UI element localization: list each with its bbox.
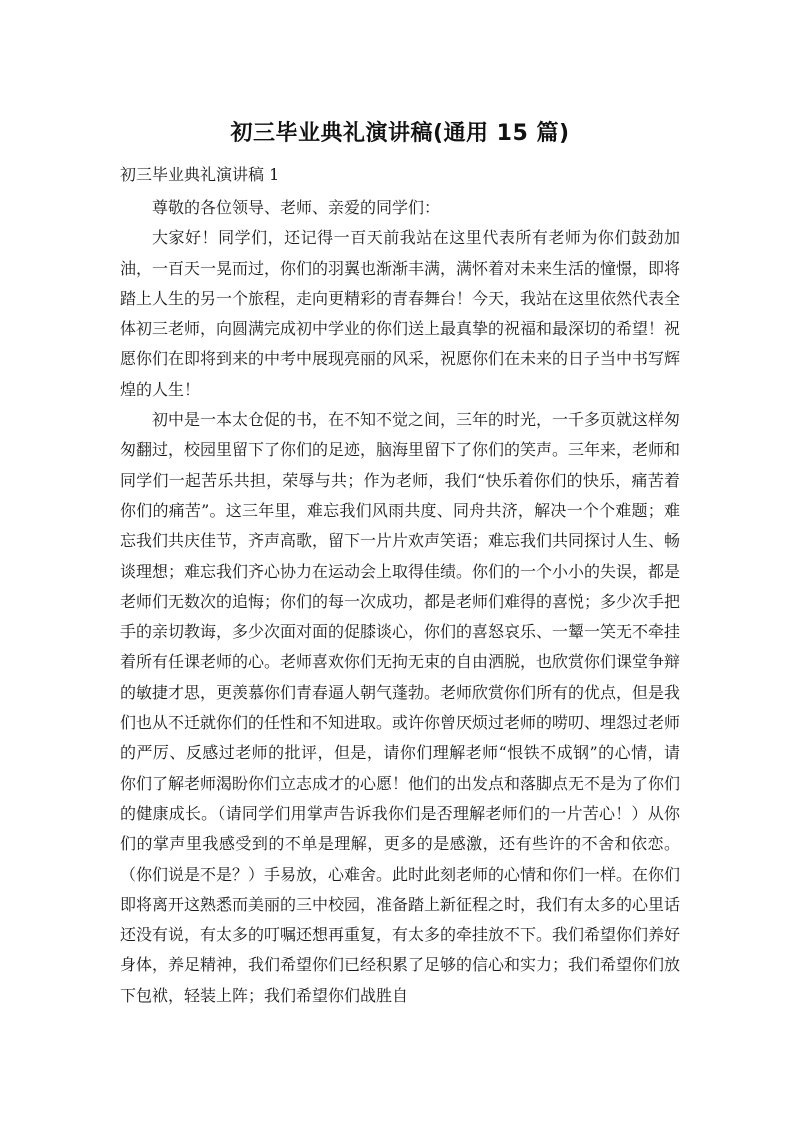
body-text xyxy=(120,193,680,1011)
document-title: 初三毕业典礼演讲稿(通用 15 篇) xyxy=(230,121,570,146)
body-paragraph: 初中是一本太仓促的书，在不知不觉之间，三年的时光，一千多页就这样匆匆翻过，校园里留下了你们的足迹，脑海里留下了你们的笑声。三年来，老师和同学们一起苦乐共担，荣辱与共；作为老师，我们“快乐着你们的快乐，痛苦着你们的痛苦”。这三年里，难忘我们风雨共度、同舟共济，解决一个个难题；难忘我们共庆佳节，齐声高歌，留下一片片欢声笑语；难忘我们共同探讨人生、畅谈理想；难忘我们齐心协力在运动会上取得佳绩。你们的一个小小的失误，都是老师们无数次的追悔；你们的每一次成功，都是老师们难得的喜悦；多少次手把手的亲切教诲，多少次面对面的促膝谈心，你们的喜怒哀乐、一颦一笑无不牵挂着所有任课老师的心。老师喜欢你们无拘无束的自由洒脱，也欣赏你们课堂争辩的敏捷才思，更羡慕你们青春逼人朝气蓬勃。老师欣赏你们所有的优点，但是我们也从不迁就你们的任性和不知进取。或许你曾厌烦过老师的唠叨、埋怨过老师的严厉、反感过老师的批评，但是，请你们理解老师“恨铁不成钢”的心情，请你们了解老师渴盼你们立志成才的心愿！他们的出发点和落脚点无不是为了你们的健康成长。（请同学们用掌声告诉我你们是否理解老师们的一片苦心！）从你们的掌声里我感受到的不单是理解，更多的是感激，还有些许的不舍和依恋。（你们说是不是？）手易放，心难舍。此时此刻老师的心情和你们一样。在你们即将离开这熟悉而美丽的三中校园，准备踏上新征程之时，我们有太多的心里话还没有说，有太多的叮嘱还想再重复，有太多的牵挂放不下。我们希望你们养好身体，养足精神，我们希望你们已经积累了足够的信心和实力；我们希望你们放下包袱，轻装上阵；我们希望你们战胜自 xyxy=(120,410,681,1005)
section-heading: 初三毕业典礼演讲稿 1 xyxy=(120,165,280,184)
salutation-paragraph: 尊敬的各位领导、老师、亲爱的同学们： xyxy=(152,198,441,217)
body-paragraph: 大家好！同学们，还记得一百天前我站在这里代表所有老师为你们鼓劲加油，一百天一晃而过，你们的羽翼也渐渐丰满，满怀着对未来生活的憧憬，即将踏上人生的另一个旅程，走向更精彩的青春舞台！今天，我站在这里依然代表全体初三老师，向圆满完成初中学业的你们送上最真挚的祝福和最深切的希望！祝愿你们在即将到来的中考中展现亮丽的风采，祝愿你们在未来的日子当中书写辉煌的人生！ xyxy=(120,228,681,399)
